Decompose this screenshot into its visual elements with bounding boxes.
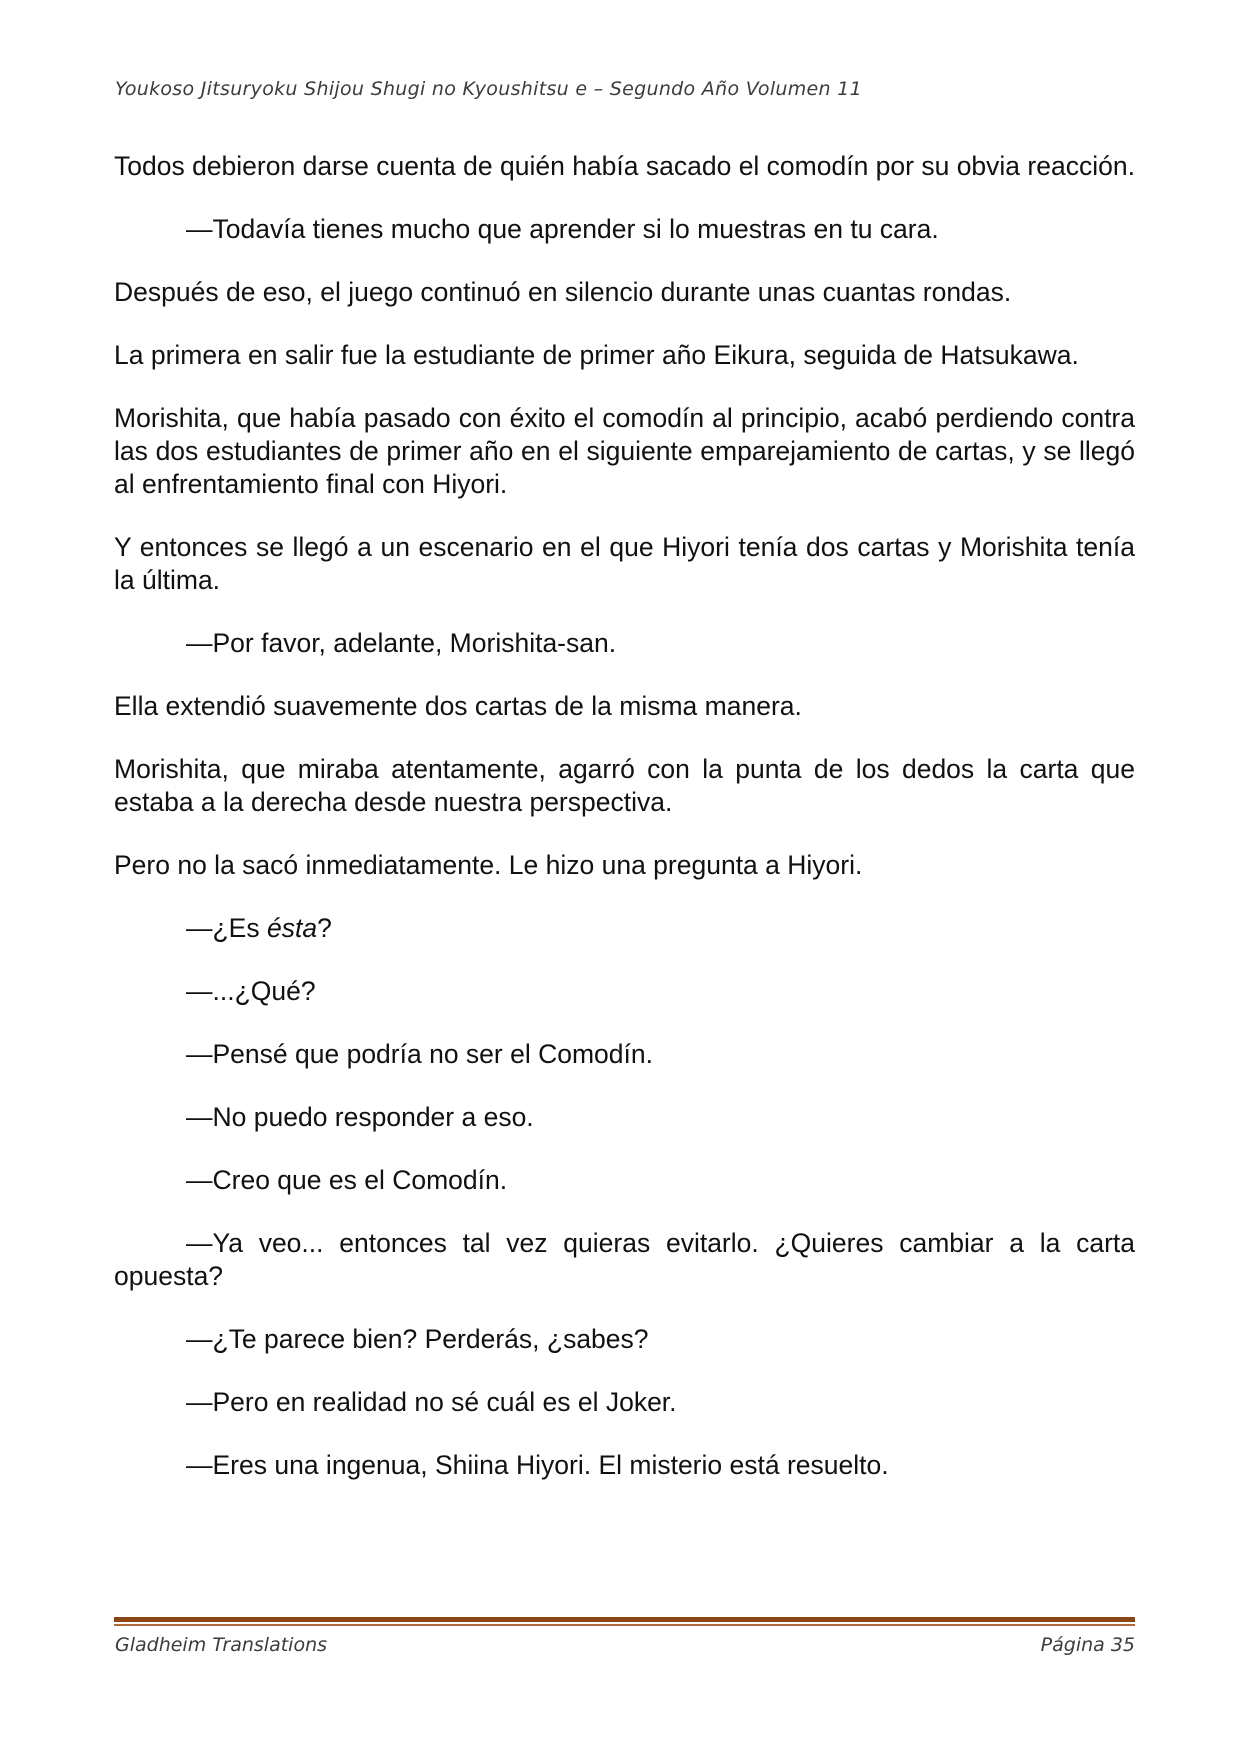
- dialogue-suffix: ?: [317, 913, 332, 943]
- dialogue-line: [114, 912, 1135, 945]
- paragraph: Después de eso, el juego continuó en silencio durante unas cuantas rondas.: [114, 277, 1012, 307]
- paragraph: Todos debieron darse cuenta de quién había sacado el comodín por su obvia reacción.: [114, 151, 1135, 181]
- footer-credit: Gladheim Translations: [115, 1634, 328, 1656]
- dialogue-line: —Ya veo... entonces tal vez quieras evitarlo. ¿Quieres cambiar a la carta opuesta?: [114, 1228, 1135, 1291]
- dialogue-line: —Por favor, adelante, Morishita-san.: [186, 628, 617, 658]
- emphasis: ésta: [266, 913, 318, 943]
- paragraph: Morishita, que miraba atentamente, agarró con la punta de los dedos la carta que estaba a la derecha desde nuestra perspectiva.: [114, 754, 1135, 817]
- paragraph: Ella extendió suavemente dos cartas de la misma manera.: [114, 691, 802, 721]
- dialogue-line: —¿Te parece bien? Perderás, ¿sabes?: [186, 1324, 649, 1354]
- dialogue-line: —No puedo responder a eso.: [186, 1102, 534, 1132]
- dialogue-line: —Todavía tienes mucho que aprender si lo muestras en tu cara.: [186, 214, 939, 244]
- paragraph: Pero no la sacó inmediatamente. Le hizo una pregunta a Hiyori.: [114, 850, 863, 880]
- page-number: Página 35: [1040, 1634, 1135, 1656]
- dialogue-prefix: —¿Es: [186, 913, 267, 943]
- dialogue-line: —Pensé que podría no ser el Comodín.: [186, 1039, 653, 1069]
- dialogue-line: —...¿Qué?: [186, 976, 316, 1006]
- paragraph: La primera en salir fue la estudiante de primer año Eikura, seguida de Hatsukawa.: [114, 340, 1079, 370]
- dialogue-line: —Creo que es el Comodín.: [186, 1165, 508, 1195]
- dialogue-line: —Eres una ingenua, Shiina Hiyori. El misterio está resuelto.: [186, 1450, 889, 1480]
- paragraph: Morishita, que había pasado con éxito el comodín al principio, acabó perdiendo contra las dos estudiantes de primer año en el siguiente emparejamiento de cartas, y se llegó al enfrentamiento final con Hiyori.: [114, 403, 1135, 499]
- footer-divider: [114, 1617, 1135, 1622]
- dialogue-line: —Pero en realidad no sé cuál es el Joker.: [186, 1387, 677, 1417]
- running-header: Youkoso Jitsuryoku Shijou Shugi no Kyoushitsu e – Segundo Año Volumen 11: [115, 78, 862, 100]
- paragraph: Y entonces se llegó a un escenario en el que Hiyori tenía dos cartas y Morishita tenía la última.: [114, 532, 1135, 595]
- footer-divider-thin: [114, 1624, 1135, 1626]
- page-body: [114, 150, 1135, 1512]
